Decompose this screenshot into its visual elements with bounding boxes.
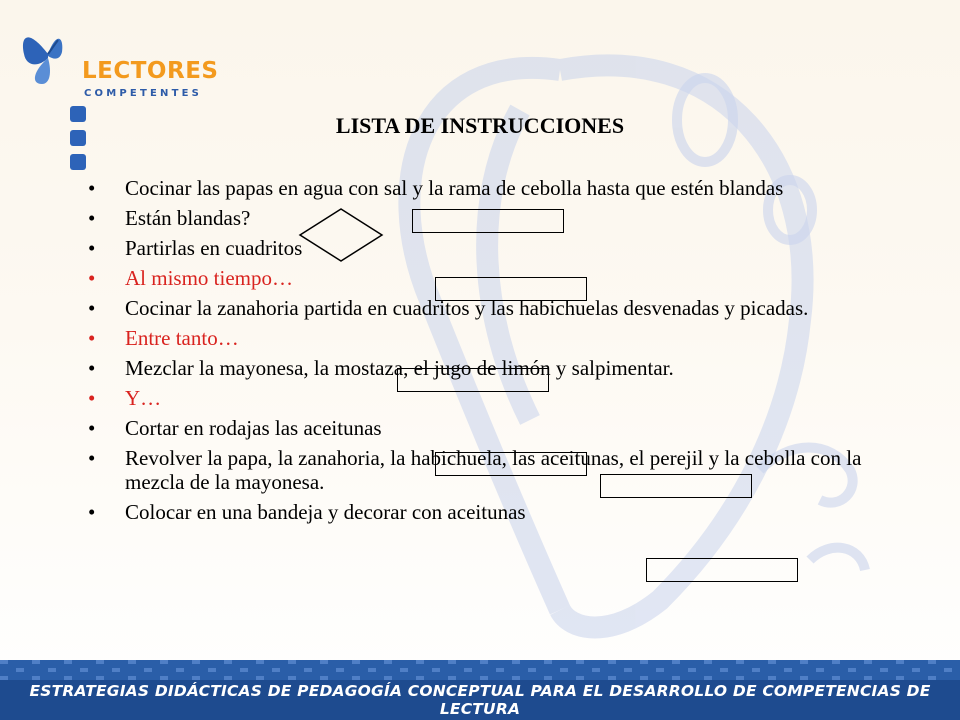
logo (18, 18, 219, 99)
instruction-item: • Están blandas? (88, 206, 888, 230)
instruction-item: • Y… (88, 386, 888, 410)
logo-subtitle: COMPETENTES (84, 88, 203, 99)
flowchart-box-4 (435, 452, 587, 476)
decision-diamond-shape (298, 207, 384, 263)
footer-pattern (0, 660, 960, 680)
decor-square-3 (70, 154, 86, 170)
flowchart-box-1 (412, 209, 564, 233)
instruction-item: • Al mismo tiempo… (88, 266, 888, 290)
instruction-item: • Cortar en rodajas las aceitunas (88, 416, 888, 440)
instruction-item: • Cocinar las papas en agua con sal y la rama de cebolla hasta que estén blandas (88, 176, 888, 200)
instruction-item: • Revolver la papa, la zanahoria, la habichuela, las aceitunas, el perejil y la cebolla con la mezcla de la mayonesa. (88, 446, 888, 494)
instruction-item: • Mezclar la mayonesa, la mostaza, el jugo de limón y salpimentar. (88, 356, 888, 380)
flowchart-box-5 (600, 474, 752, 498)
flowchart-box-3 (397, 368, 549, 392)
instruction-item: • Cocinar la zanahoria partida en cuadritos y las habichuelas desvenadas y picadas. (88, 296, 888, 320)
instruction-item: • Partirlas en cuadritos (88, 236, 888, 260)
instruction-item: • Entre tanto… (88, 326, 888, 350)
butterfly-logo-icon (18, 18, 78, 90)
flowchart-box-2 (435, 277, 587, 301)
logo-title: LECTORES (82, 58, 219, 84)
page-title: LISTA DE INSTRUCCIONES (335, 113, 625, 138)
footer-text: ESTRATEGIAS DIDÁCTICAS DE PEDAGOGÍA CONCEPTUAL PARA EL DESARROLLO DE COMPETENCIAS DE LECTURA (29, 682, 931, 718)
flowchart-box-6 (646, 558, 798, 582)
instruction-item: • Colocar en una bandeja y decorar con aceitunas (88, 500, 888, 524)
